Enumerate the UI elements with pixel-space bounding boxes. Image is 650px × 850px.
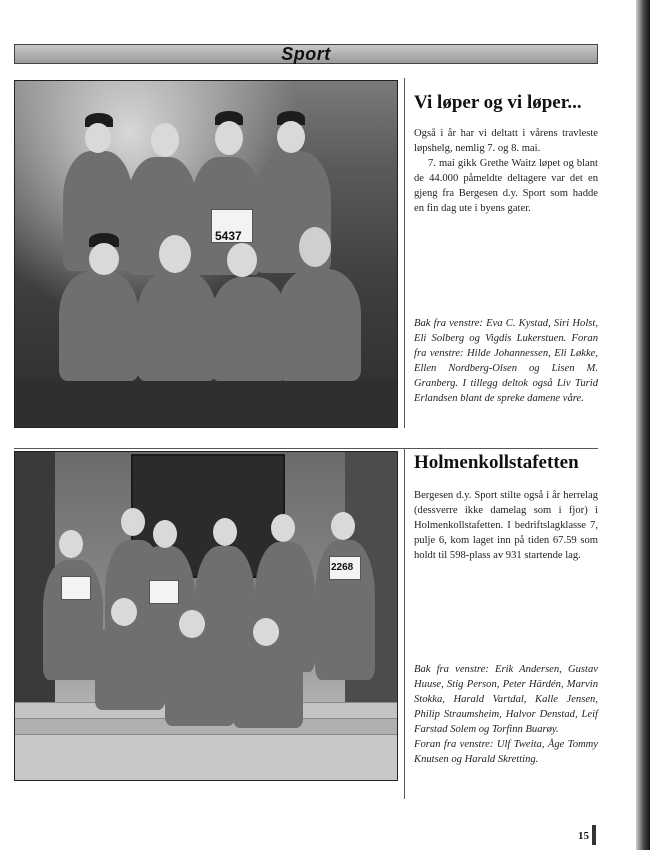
bib-number: 5437 xyxy=(215,229,242,243)
paragraph: Også i år har vi deltatt i vårens travleste løpshelg, nemlig 7. og 8. mai. xyxy=(414,128,598,154)
section-divider xyxy=(14,448,598,449)
team-photo-men xyxy=(14,451,398,781)
team-photo-women xyxy=(14,80,398,428)
column-rule xyxy=(404,449,405,799)
caption-text: Bak fra venstre: Erik Andersen, Gustav Huuse, Stig Person, Peter Härdén, Marvin Stokka, Harald Vartdal, Kalle Jensen, Philip Straumsheim, Halvor Denstad, Leif Farstad Solem og Torfinn Buarøy. xyxy=(414,664,598,735)
section-title: Sport xyxy=(281,43,331,64)
article-body xyxy=(414,488,598,563)
article-body xyxy=(414,126,598,216)
page-tab xyxy=(592,825,596,845)
paragraph: Bergesen d.y. Sport stilte også i år herrelag (dessverre ikke damelag som i fjor) i Holmenkollstafetten. I bedriftslagklasse 7, pulje 6, kom laget inn på tiden 67.59 som holdt til 598-plass av 931 startende lag. xyxy=(414,490,598,561)
scan-edge xyxy=(636,0,650,850)
page-number: 15 xyxy=(578,830,589,842)
photo-caption xyxy=(414,662,598,767)
column-rule xyxy=(404,78,405,428)
article-headline: Vi løper og vi løper... xyxy=(414,92,582,113)
article-headline: Holmenkollstafetten xyxy=(414,452,579,473)
paragraph: 7. mai gikk Grethe Waitz løpet og blant de 44.000 påmeldte deltagere var det en gjeng fra Bergesen d.y. Sport som hadde en fin dag ute i byens gater. xyxy=(414,158,598,214)
bib-number: 2268 xyxy=(331,562,354,573)
photo-caption xyxy=(414,316,598,406)
caption-text: Foran fra venstre: Ulf Tweita, Åge Tommy Knutsen og Harald Skretting. xyxy=(414,739,598,765)
caption-text: Bak fra venstre: Eva C. Kystad, Siri Holst, Eli Solberg og Vigdis Lukerstuen. Foran fra venstre: Hilde Johannessen, Eli Løkke, Ellen Nordberg-Olsen og Lisen M. Granberg. I tillegg deltok også Liv Turid Erlandsen blant de spreke damene våre. xyxy=(414,318,598,404)
section-header xyxy=(14,44,598,64)
